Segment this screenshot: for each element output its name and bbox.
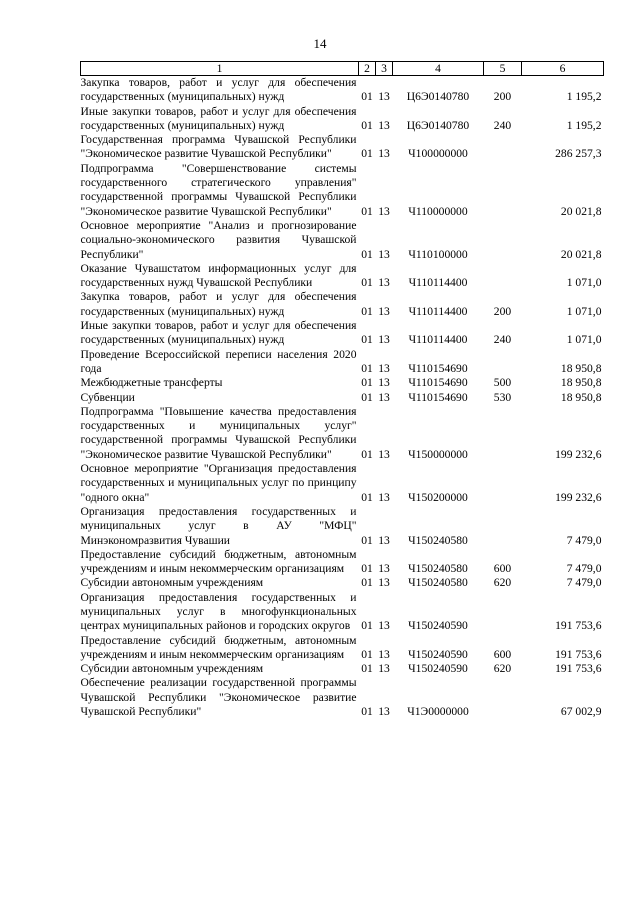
table-row	[81, 76, 604, 105]
table-row	[81, 505, 604, 548]
row-section: 01	[361, 619, 373, 633]
row-subsection: 13	[378, 276, 390, 290]
row-target-code: Ч100000000	[408, 147, 468, 161]
row-expense-type: 500	[493, 376, 512, 390]
row-subsection: 13	[378, 247, 390, 261]
row-amount: 191 753,6	[555, 647, 602, 661]
row-amount: 18 950,8	[560, 361, 602, 375]
row-amount: 18 950,8	[560, 376, 602, 390]
row-expense-type	[484, 133, 522, 162]
row-name: Субсидии автономным учреждениям	[80, 662, 264, 676]
row-name: Обеспечение реализации государственной программы Чувашской Республики "Экономическое развитие Чувашской Республики"	[80, 676, 357, 719]
table-row	[81, 348, 604, 377]
row-expense-type: 200	[493, 304, 512, 318]
table-row	[81, 576, 604, 590]
row-subsection: 13	[378, 304, 390, 318]
row-expense-type: 530	[493, 390, 512, 404]
row-amount: 67 002,9	[560, 705, 602, 719]
column-header-6: 6	[522, 62, 604, 76]
row-subsection: 13	[378, 147, 390, 161]
row-section: 01	[361, 204, 373, 218]
row-name: Межбюджетные трансферты	[80, 376, 223, 390]
row-subsection: 13	[378, 705, 390, 719]
row-expense-type: 240	[493, 118, 512, 132]
row-amount: 7 479,0	[566, 576, 602, 590]
row-target-code: Ч110154690	[408, 376, 468, 390]
row-section: 01	[361, 147, 373, 161]
row-section: 01	[361, 118, 373, 132]
row-section: 01	[361, 333, 373, 347]
row-target-code: Ч110000000	[408, 204, 468, 218]
table-row	[81, 105, 604, 134]
row-name: Субвенции	[80, 390, 135, 404]
table-row	[81, 262, 604, 291]
row-target-code: Ч150240590	[408, 619, 468, 633]
row-expense-type	[484, 591, 522, 634]
row-target-code: Ц6Э0140780	[406, 118, 470, 132]
column-header-5: 5	[484, 62, 522, 76]
row-amount: 199 232,6	[555, 490, 602, 504]
row-target-code: Ц6Э0140780	[406, 90, 470, 104]
table-row	[81, 391, 604, 405]
row-subsection: 13	[378, 361, 390, 375]
row-subsection: 13	[378, 562, 390, 576]
row-amount: 1 071,0	[566, 276, 602, 290]
row-subsection: 13	[378, 447, 390, 461]
row-name: Проведение Всероссийской переписи населения 2020 года	[80, 347, 357, 375]
table-row	[81, 290, 604, 319]
row-subsection: 13	[378, 619, 390, 633]
row-target-code: Ч150000000	[408, 447, 468, 461]
row-target-code: Ч110114400	[408, 276, 468, 290]
row-section: 01	[361, 447, 373, 461]
row-section: 01	[361, 376, 373, 390]
table-row	[81, 634, 604, 663]
row-amount: 286 257,3	[555, 147, 602, 161]
row-name: Предоставление субсидий бюджетным, автономным учреждениям и иным некоммерческим организациям	[80, 547, 357, 576]
row-section: 01	[361, 647, 373, 661]
table-row	[81, 319, 604, 348]
row-expense-type	[484, 505, 522, 548]
row-subsection: 13	[378, 490, 390, 504]
row-target-code: Ч150200000	[408, 490, 468, 504]
table-header-row	[81, 62, 604, 76]
row-target-code: Ч110154690	[408, 361, 468, 375]
row-expense-type: 200	[493, 90, 512, 104]
row-name: Закупка товаров, работ и услуг для обеспечения государственных (муниципальных) нужд	[80, 290, 357, 318]
row-subsection: 13	[378, 204, 390, 218]
row-amount: 1 195,2	[566, 90, 602, 104]
row-amount: 20 021,8	[560, 204, 602, 218]
row-expense-type: 240	[493, 333, 512, 347]
column-header-3: 3	[376, 62, 393, 76]
row-section: 01	[361, 276, 373, 290]
row-section: 01	[361, 705, 373, 719]
row-target-code: Ч150240580	[408, 576, 468, 590]
row-name: Основное мероприятие "Анализ и прогнозирование социально-экономического развития Чувашской Республики"	[80, 218, 357, 261]
row-name: Государственная программа Чувашской Республики "Экономическое развитие Чувашской Республики"	[80, 133, 357, 161]
row-expense-type	[484, 262, 522, 291]
row-target-code: Ч110114400	[408, 333, 468, 347]
row-name: Организация предоставления государственных и муниципальных услуг в АУ "МФЦ" Минэкономразвития Чувашии	[80, 504, 357, 547]
column-header-4: 4	[393, 62, 484, 76]
table-row	[81, 462, 604, 505]
row-subsection: 13	[378, 333, 390, 347]
row-target-code: Ч110114400	[408, 304, 468, 318]
row-amount: 199 232,6	[555, 447, 602, 461]
row-amount: 1 071,0	[566, 333, 602, 347]
column-header-2: 2	[359, 62, 376, 76]
row-expense-type: 600	[493, 647, 512, 661]
row-expense-type: 620	[493, 576, 512, 590]
row-subsection: 13	[378, 390, 390, 404]
row-amount: 7 479,0	[566, 533, 602, 547]
row-expense-type: 620	[493, 662, 512, 676]
row-amount: 20 021,8	[560, 247, 602, 261]
row-subsection: 13	[378, 118, 390, 132]
row-name: Иные закупки товаров, работ и услуг для обеспечения государственных (муниципальных) нужд	[80, 319, 357, 347]
row-section: 01	[361, 90, 373, 104]
row-name: Подпрограмма "Повышение качества предоставления государственных и муниципальных услуг" государственной программы Чувашской Республики "Экономическое развитие Чувашской Республики"	[80, 404, 357, 461]
table-row	[81, 676, 604, 719]
page-number: 14	[313, 36, 327, 51]
row-name: Организация предоставления государственных и муниципальных услуг в многофункциональных центрах муниципальных районов и городских округов	[80, 590, 357, 633]
row-target-code: Ч150240580	[408, 562, 468, 576]
row-section: 01	[361, 562, 373, 576]
row-section: 01	[361, 662, 373, 676]
table-row	[81, 376, 604, 390]
row-name: Подпрограмма "Совершенствование системы государственного стратегического управления" государственной программы Чувашской Республики "Экономическое развитие Чувашской Республики"	[80, 161, 357, 218]
row-name: Предоставление субсидий бюджетным, автономным учреждениям и иным некоммерческим организациям	[80, 633, 357, 661]
row-name: Иные закупки товаров, работ и услуг для обеспечения государственных (муниципальных) нужд	[80, 104, 357, 132]
row-subsection: 13	[378, 533, 390, 547]
budget-table	[80, 61, 604, 719]
row-subsection: 13	[378, 662, 390, 676]
table-row	[81, 133, 604, 162]
row-section: 01	[361, 304, 373, 318]
row-section: 01	[361, 490, 373, 504]
row-expense-type: 600	[493, 562, 512, 576]
row-expense-type	[484, 676, 522, 719]
row-subsection: 13	[378, 576, 390, 590]
row-name: Закупка товаров, работ и услуг для обеспечения государственных (муниципальных) нужд	[80, 76, 357, 104]
row-section: 01	[361, 247, 373, 261]
row-expense-type	[484, 348, 522, 377]
row-section: 01	[361, 390, 373, 404]
table-row	[81, 662, 604, 676]
row-section: 01	[361, 361, 373, 375]
table-row	[81, 591, 604, 634]
row-expense-type	[484, 162, 522, 219]
row-name: Субсидии автономным учреждениям	[80, 576, 264, 590]
row-amount: 191 753,6	[555, 619, 602, 633]
row-subsection: 13	[378, 90, 390, 104]
row-subsection: 13	[378, 376, 390, 390]
table-row	[81, 548, 604, 577]
table-row	[81, 405, 604, 462]
row-target-code: Ч150240590	[408, 662, 468, 676]
row-section: 01	[361, 533, 373, 547]
row-target-code: Ч110154690	[408, 390, 468, 404]
row-expense-type	[484, 219, 522, 262]
row-section: 01	[361, 576, 373, 590]
row-expense-type	[484, 462, 522, 505]
row-target-code: Ч150240580	[408, 533, 468, 547]
row-target-code: Ч150240590	[408, 647, 468, 661]
row-subsection: 13	[378, 647, 390, 661]
table-row	[81, 162, 604, 219]
row-target-code: Ч110100000	[408, 247, 468, 261]
table-row	[81, 219, 604, 262]
row-amount: 1 071,0	[566, 304, 602, 318]
row-expense-type	[484, 405, 522, 462]
row-name: Основное мероприятие "Организация предоставления государственных и муниципальных услуг по принципу "одного окна"	[80, 462, 357, 504]
row-target-code: Ч1Э0000000	[407, 705, 469, 719]
row-amount: 191 753,6	[555, 662, 602, 676]
row-name: Оказание Чувашстатом информационных услуг для государственных нужд Чувашской Республики	[80, 261, 357, 290]
row-amount: 1 195,2	[566, 118, 602, 132]
row-amount: 18 950,8	[560, 390, 602, 404]
column-header-1: 1	[81, 62, 359, 76]
row-amount: 7 479,0	[566, 562, 602, 576]
